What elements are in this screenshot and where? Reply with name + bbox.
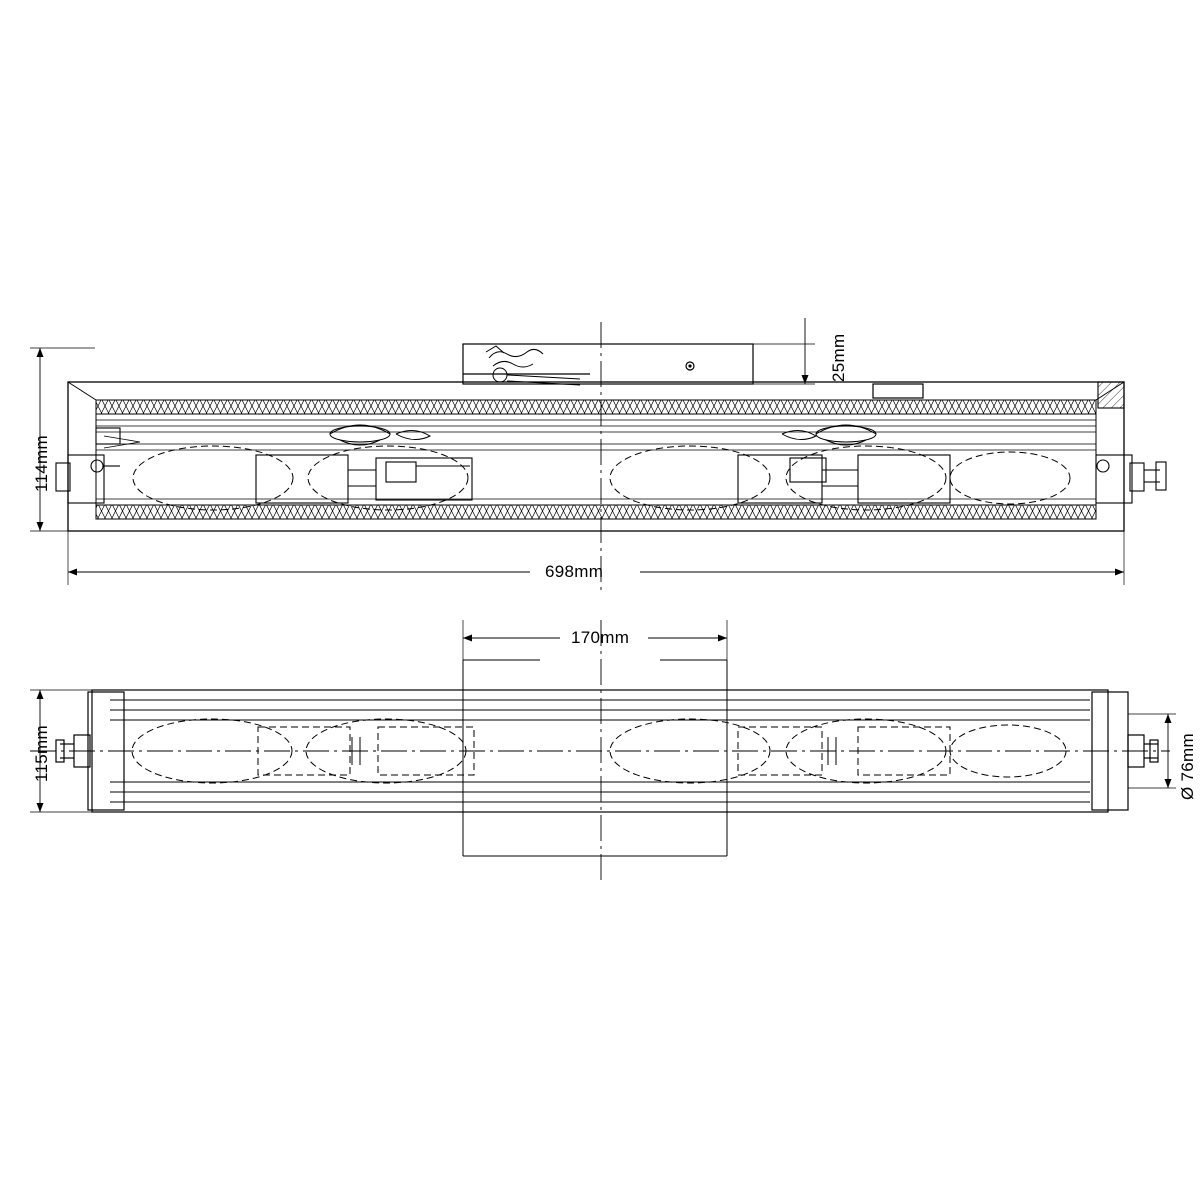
- plan-view: [30, 620, 1176, 880]
- dim-line-25mm: [802, 318, 809, 384]
- dim-label-overall-length: 698mm: [545, 562, 604, 581]
- dim-label-bracket-offset: 25mm: [829, 333, 848, 382]
- dim-label-height-front: 114mm: [32, 435, 51, 492]
- dim-label-height-plan: 115mm: [32, 725, 51, 782]
- dim-label-end-cap-diameter: Ø 76mm: [1178, 733, 1197, 800]
- dim-label-bracket-width: 170mm: [571, 628, 630, 647]
- front-section-view: [30, 318, 1166, 592]
- mounting-bracket: [463, 344, 923, 398]
